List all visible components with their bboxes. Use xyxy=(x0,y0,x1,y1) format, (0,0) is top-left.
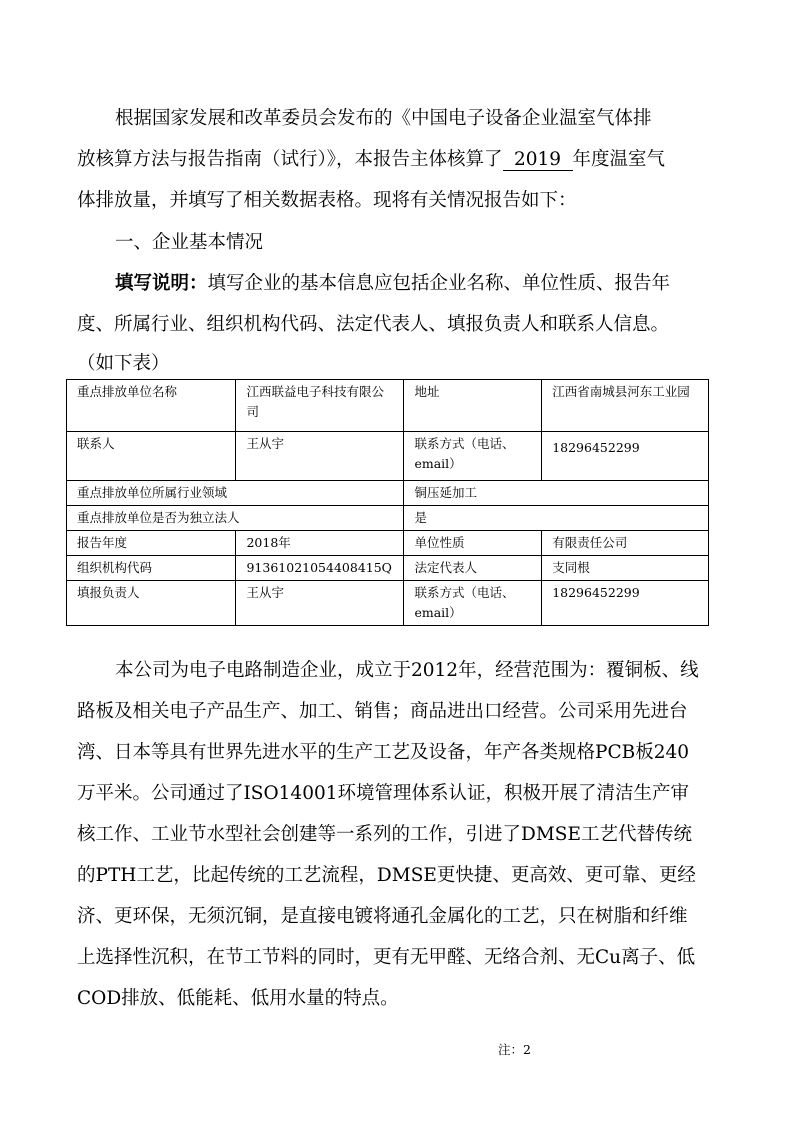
industry-value: 铜压延加工 xyxy=(404,481,709,506)
unit-nature-label: 单位性质 xyxy=(404,531,542,556)
filler-label: 填报负责人 xyxy=(67,581,236,626)
filler-contact-value: 18296452299 xyxy=(542,581,709,626)
contact-method-value: 18296452299 xyxy=(542,432,709,481)
footer-note: 注：2 xyxy=(498,1042,531,1057)
report-year-label: 报告年度 xyxy=(67,531,236,556)
legal-rep-label: 法定代表人 xyxy=(404,556,542,581)
industry-label: 重点排放单位所属行业领域 xyxy=(67,481,404,506)
unit-name-label: 重点排放单位名称 xyxy=(67,380,236,432)
report-year: 2019 xyxy=(503,150,573,171)
contact-method-label: 联系方式（电话、email） xyxy=(404,432,542,481)
intro-line-2-end: 年度温室气 xyxy=(572,149,666,170)
table-row xyxy=(67,380,709,432)
intro-line-2 xyxy=(77,145,665,171)
filler-value: 王从宇 xyxy=(236,581,404,626)
report-year-value: 2018年 xyxy=(236,531,404,556)
address-value: 江西省南城县河东工业园 xyxy=(542,380,709,432)
table-row xyxy=(67,481,709,506)
company-info-table xyxy=(66,379,709,626)
contact-label: 联系人 xyxy=(67,432,236,481)
instructions xyxy=(77,263,702,345)
table-row xyxy=(67,581,709,626)
table-note: （如下表） xyxy=(77,353,170,374)
table-row xyxy=(67,506,709,531)
instructions-text: 填写企业的基本信息应包括企业名称、单位性质、报告年度、所属行业、组织机构代码、法定代表人、填报负责人和联系人信息。 xyxy=(77,273,671,335)
independent-value: 是 xyxy=(404,506,709,531)
instructions-label: 填写说明： xyxy=(115,273,208,294)
unit-nature-value: 有限责任公司 xyxy=(542,531,709,556)
independent-label: 重点排放单位是否为独立法人 xyxy=(67,506,404,531)
unit-name-value: 江西联益电子科技有限公司 xyxy=(236,380,404,432)
org-code-label: 组织机构代码 xyxy=(67,556,236,581)
table-row xyxy=(67,432,709,481)
contact-value: 王从宇 xyxy=(236,432,404,481)
legal-rep-value: 支同根 xyxy=(542,556,709,581)
intro-line-2-start: 放核算方法与报告指南（试行）》，本报告主体核算了 xyxy=(77,149,503,170)
table-row xyxy=(67,531,709,556)
intro-line-1: 根据国家发展和改革委员会发布的《中国电子设备企业温室气体排 xyxy=(115,108,652,129)
intro-line-3: 体排放量，并填写了相关数据表格。现将有关情况报告如下： xyxy=(77,190,577,211)
address-label: 地址 xyxy=(404,380,542,432)
filler-contact-label: 联系方式（电话、email） xyxy=(404,581,542,626)
org-code-value: 91361021054408415Q xyxy=(236,556,404,581)
company-description: 本公司为电子电路制造企业，成立于2012年，经营范围为：覆铜板、线路板及相关电子产品生产、加工、销售；商品进出口经营。公司采用先进台湾、日本等具有世界先进水平的生产工艺及设备，年产各类规格PCB板240万平米。公司通过了ISO14001环境管理体系认证，积极开展了清洁生产审核工作、工业节水型社会创建等一系列的工作，引进了DMSE工艺代替传统的PTH工艺，比起传统的工艺流程，DMSE更快捷、更高效、更可靠、更经济、更环保，无须沉铜，是直接电镀将通孔金属化的工艺，只在树脂和纤维上选择性沉积，在节工节料的同时，更有无甲醛、无络合剂、无Cu离子、低COD排放、低能耗、低用水量的特点。 xyxy=(77,660,699,1009)
section-heading: 一、企业基本情况 xyxy=(115,232,264,253)
table-row xyxy=(67,556,709,581)
